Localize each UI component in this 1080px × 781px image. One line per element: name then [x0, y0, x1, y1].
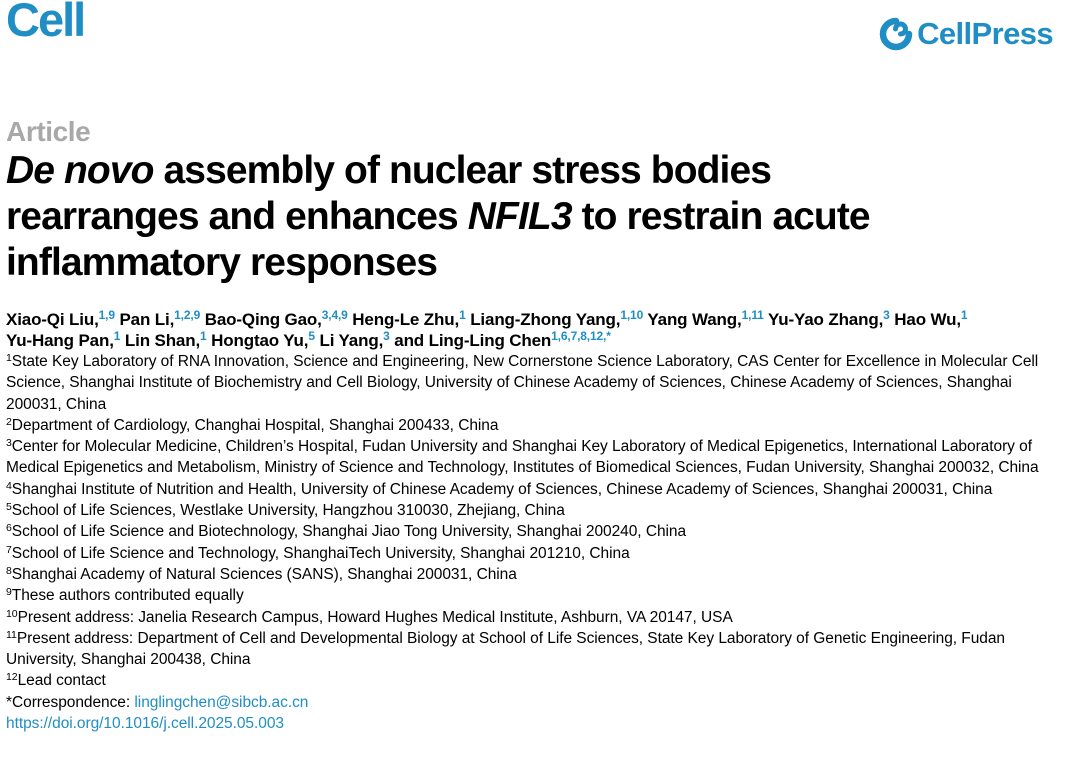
affiliation-item — [6, 436, 1066, 479]
affiliation-number: 1 — [6, 352, 12, 364]
author-affiliation-marker[interactable]: 3 — [883, 308, 890, 322]
author: Li Yang,$^3$ — [319, 329, 390, 350]
author: Hao Wu,$^1$ — [894, 308, 968, 329]
affiliation-number: 12 — [6, 671, 18, 684]
affiliation-text: Present address: Department of Cell and Developmental Biology at School of Life Sciences, State Key Laboratory of Genetic Engineering, Fudan University, Shanghai 200438, China — [6, 629, 1005, 669]
correspondence-label: *Correspondence: — [6, 693, 135, 711]
affiliation-text: Department of Cardiology, Changhai Hospital, Shanghai 200433, China — [11, 416, 499, 434]
author: Yu-Yao Zhang,$^3$ — [767, 308, 890, 329]
author-affiliation-marker[interactable]: 1 — [459, 308, 466, 322]
doi — [6, 713, 1066, 734]
affiliation-number: 2 — [6, 415, 12, 428]
cellpress-logo-icon — [879, 17, 913, 51]
title-italic-de-novo: De novo — [6, 149, 154, 192]
affiliation-text: Shanghai Institute of Nutrition and Health, University of Chinese Academy of Sciences, Chinese Academy of Sciences, Shanghai 200031, China — [11, 480, 993, 498]
affiliation-item — [6, 585, 1066, 606]
affiliation-number: 8 — [6, 564, 12, 577]
affiliation-number: 6 — [6, 522, 12, 535]
author: Xiao-Qi Liu,$^{1,9}$ — [6, 308, 115, 329]
affiliation-text: Present address: Janelia Research Campus, Howard Hughes Medical Institute, Ashburn, VA 20147, USA — [17, 608, 733, 626]
affiliation-number: 3 — [6, 437, 12, 450]
affiliation-item — [6, 564, 1066, 585]
title-text-part: to restrain acute inflammatory responses — [6, 195, 870, 284]
author-affiliation-marker[interactable]: 5 — [308, 329, 315, 343]
affiliation-item — [6, 351, 1066, 415]
affiliation-number: 11 — [6, 628, 17, 641]
author-affiliation-marker[interactable]: 3,4,9 — [321, 308, 348, 322]
author-affiliation-marker[interactable]: 1,6,7,8,12,* — [551, 329, 611, 343]
author-affiliation-marker[interactable]: 1,10 — [620, 308, 644, 322]
affiliation-text: Center for Molecular Medicine, Children’s Hospital, Fudan University and Shanghai Key Laboratory of Medical Epigenetics, International Laboratory of Medical Epigenetics and Metabolism, Ministry of Science and Technology, Institutes of Biomedical Sciences, Fudan University, Shanghai 200032, China — [6, 438, 1039, 477]
author-affiliation-marker[interactable]: 1,11 — [741, 308, 764, 322]
publisher-logo — [879, 16, 1053, 52]
author-affiliation-marker[interactable]: 1 — [113, 329, 121, 343]
affiliation-number: 4 — [6, 479, 12, 492]
author-affiliation-marker[interactable]: 1,9 — [98, 308, 115, 322]
affiliation-item — [6, 479, 1066, 500]
article-type-label: Article — [6, 116, 91, 147]
affiliation-item — [6, 607, 1066, 628]
author: Bao-Qing Gao,$^{3,4,9}$ — [204, 308, 348, 329]
correspondence-email-link[interactable]: linglingchen@sibcb.ac.cn — [134, 693, 309, 711]
author: Pan Li,$^{1,2,9}$ — [119, 308, 201, 329]
correspondence — [6, 692, 1066, 713]
author: and Ling-Ling Chen$^{1,6,7,8,12,*}$ — [394, 329, 611, 350]
author-affiliation-marker[interactable]: 1 — [960, 308, 968, 322]
author: Lin Shan,$^1$ — [124, 329, 207, 350]
journal-logo: Cell — [6, 0, 85, 46]
publisher-name: CellPress — [917, 16, 1053, 51]
affiliation-number: 10 — [6, 607, 18, 620]
affiliation-text: School of Life Science and Biotechnology, Shanghai Jiao Tong University, Shanghai 200240, China — [11, 523, 687, 541]
affiliation-text: State Key Laboratory of RNA Innovation, Science and Engineering, New Cornerstone Science Laboratory, CAS Center for Excellence in Molecular Cell Science, Shanghai Institute of Biochemistry and Cell Biology, University of Chinese Academy of Sciences, Chinese Academy of Sciences, Shanghai 200031, China — [6, 353, 1039, 413]
affiliation-item — [6, 521, 1066, 542]
affiliation-item — [6, 543, 1066, 564]
affiliation-item — [6, 628, 1066, 671]
affiliation-text: School of Life Science and Technology, ShanghaiTech University, Shanghai 201210, China — [11, 544, 630, 562]
affiliations — [6, 351, 1066, 734]
affiliation-text: School of Life Sciences, Westlake University, Hangzhou 310030, Zhejiang, China — [11, 502, 565, 520]
affiliation-item — [6, 500, 1066, 521]
author: Yu-Hang Pan,$^1$ — [6, 329, 121, 350]
author-affiliation-marker[interactable]: 1,2,9 — [174, 308, 201, 322]
affiliation-text: These authors contributed equally — [11, 587, 244, 605]
author-affiliation-marker[interactable]: 3 — [383, 329, 390, 343]
doi-link[interactable]: https://doi.org/10.1016/j.cell.2025.05.003 — [6, 715, 284, 733]
author: Hongtao Yu,$^5$ — [211, 329, 315, 350]
author-affiliation-marker[interactable]: 1 — [200, 329, 207, 343]
title-text-part: assembly of nuclear stress bodies rearranges and enhances — [6, 149, 772, 238]
author: Yang Wang,$^{1,11}$ — [647, 308, 764, 329]
affiliation-number: 9 — [6, 586, 12, 599]
affiliation-text: Lead contact — [17, 672, 106, 690]
author: Liang-Zhong Yang,$^{1,10}$ — [470, 308, 644, 329]
title-italic-gene: NFIL3 — [467, 195, 572, 238]
affiliation-item — [6, 415, 1066, 436]
article-title — [6, 148, 906, 286]
affiliation-text: Shanghai Academy of Natural Sciences (SANS), Shanghai 200031, China — [11, 565, 517, 583]
affiliation-number: 5 — [6, 501, 12, 514]
affiliation-item — [6, 670, 1066, 691]
affiliation-number: 7 — [6, 543, 12, 556]
author: Heng-Le Zhu,$^1$ — [352, 308, 466, 329]
author-list — [6, 309, 1066, 351]
